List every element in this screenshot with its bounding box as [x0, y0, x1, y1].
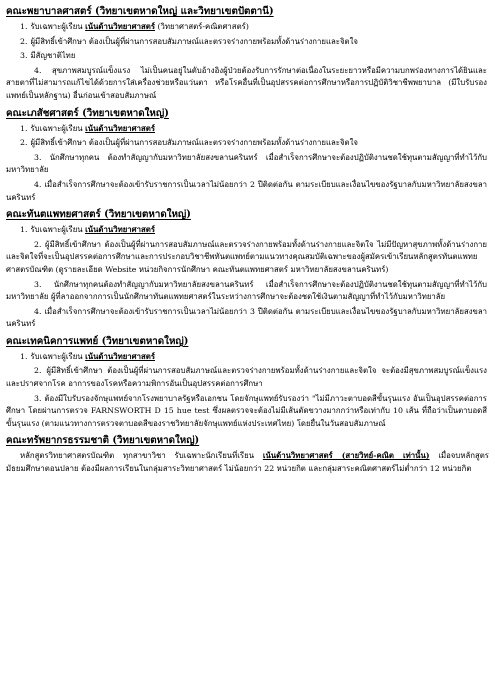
- list-item: 1. รับเฉพาะผู้เรียน เน้นด้านวิทยาศาสตร์: [20, 351, 156, 361]
- section-heading: คณะทันตแพทยศาสตร์ (วิทยาเขตหาดใหญ่): [6, 209, 191, 221]
- section-heading: คณะเภสัชศาสตร์ (วิทยาเขตหาดใหญ่): [6, 107, 169, 119]
- list-item: 2. ผู้มีสิทธิ์เข้าศึกษา ต้องเป็นผู้ที่ผ่านการสอบสัมภาษณ์และตรวจร่างกายพร้อมทั้งด้านร่างกายและจิตใจ: [20, 36, 358, 46]
- list-item: 3. นักศึกษาทุกคนต้องทำสัญญากับมหาวิทยาลัยสงขลานครินทร์ เมื่อสำเร็จการศึกษาจะต้องปฏิบัติงานชดใช้ทุนตามสัญญาที่ทำไว้กับมหาวิทยาลัย ผู้ที่ลาออกจากการเป็นนักศึกษาทันตแพทยศาสตร์ในระหว่างการศึกษาจะต้องชดใช้เงินตามสัญญาที่ทำไว้กับมหาวิทยาลัย: [6, 279, 488, 302]
- section-nursing: [6, 4, 489, 103]
- list-item: 2. ผู้มีสิทธิ์เข้าศึกษา ต้องเป็นผู้ที่ผ่านการสอบสัมภาษณ์และตรวจร่างกายพร้อมทั้งด้านร่างกายและจิตใจ จะต้องมีสุขภาพสมบูรณ์แข็งแรงและปราศจากโรค อาการของโรคหรือความพิการอันเป็นอุปสรรคต่อการศึกษา: [6, 366, 487, 389]
- paragraph: หลักสูตรวิทยาศาสตรบัณฑิต ทุกสาขาวิชา รับเฉพาะนักเรียนที่เรียน เน้นด้านวิทยาศาสตร์ (สายวิทย์-คณิต เท่านั้น) เมื่อจบหลักสูตรมัธยมศึกษาตอนปลาย ต้องมีผลการเรียนในกลุ่มสาระวิทยาศาสตร์ ไม่น้อยกว่า 22 หน่วยกิต และกลุ่มสาระคณิตศาสตร์ไม่ต่ำกว่า 12 หน่วยกิต: [6, 451, 489, 474]
- list-item: 1. รับเฉพาะผู้เรียน เน้นด้านวิทยาศาสตร์: [20, 123, 156, 133]
- section-heading: คณะทรัพยากรธรรมชาติ (วิทยาเขตหาดใหญ่): [6, 435, 200, 447]
- section-heading: คณะเทคนิคการแพทย์ (วิทยาเขตหาดใหญ่): [6, 335, 189, 347]
- list-item: 2. ผู้มีสิทธิ์เข้าศึกษา ต้องเป็นผู้ที่ผ่านการสอบสัมภาษณ์และตรวจร่างกายพร้อมทั้งด้านร่างกายและจิตใจ: [20, 138, 358, 148]
- list-item: 4. สุขภาพสมบูรณ์แข็งแรง ไม่เป็นคนอยู่ในตับอ้างอิงผู้ป่วยต้องรับการรักษาต่อเนื่องในระยะยาวหรือมีความบกพร่องทางการได้ยินและสายตาที่ไม่สามารถแก้ไขได้ด้วยการใส่เครื่องช่วยหรือแว่นตา หรือโรคอื่นที่เป็นอุปสรรคต่อการศึกษาหรือการปฏิบัติวิชาชีพพยาบาล (มีใบรับรองแพทย์เป็นหลักฐาน) อื่นก่อนเข้าสอบสัมภาษณ์: [6, 65, 487, 100]
- list-item: 3. มีสัญชาติไทย: [20, 51, 76, 61]
- section-heading: คณะพยาบาลศาสตร์ (วิทยาเขตหาดใหญ่ และวิทยาเขตปัตตานี): [6, 6, 274, 17]
- list-item: 3. นักศึกษาทุกคน ต้องทำสัญญากับมหาวิทยาลัยสงขลานครินทร์ เมื่อสำเร็จการศึกษาจะต้องปฏิบัติงานชดใช้ทุนตามสัญญาที่ทำไว้กับมหาวิทยาลัย: [6, 152, 487, 175]
- list-item: 4. เมื่อสำเร็จการศึกษาจะต้องเข้ารับราชการเป็นเวลาไม่น้อยกว่า 3 ปีติดต่อกัน ตามระเบียบและเงื่อนไขของรัฐบาลกับมหาวิทยาลัยสงขลานครินทร์: [6, 306, 487, 329]
- list-item: 1. รับเฉพาะผู้เรียน เน้นด้านวิทยาศาสตร์: [20, 225, 156, 235]
- list-item: 2. ผู้มีสิทธิ์เข้าศึกษา ต้องเป็นผู้ที่ผ่านการสอบสัมภาษณ์และตรวจร่างกายพร้อมทั้งด้านร่างกายและจิตใจ ไม่มีปัญหาสุขภาพทั้งด้านร่างกายและจิตใจที่จะเป็นอุปสรรคต่อการศึกษาและการประกอบวิชาชีพทันตแพทย์ตามแนวทางคุณสมบัติเฉพาะของผู้สมัครเข้าเรียนหลักสูตรทันตแพทยศาสตรบัณฑิต (ดูรายละเอียด Website หน่วยกิจการนักศึกษา คณะทันตแพทยศาสตร์ มหาวิทยาลัยสงขลานครินทร์): [6, 239, 487, 274]
- section-medical-technology: [6, 334, 489, 431]
- list-item: 4. เมื่อสำเร็จการศึกษาจะต้องเข้ารับราชการเป็นเวลาไม่น้อยกว่า 2 ปีติดต่อกัน ตามระเบียบและเงื่อนไขของรัฐบาลกับมหาวิทยาลัยสงขลานครินทร์: [6, 179, 487, 202]
- section-dentistry: [6, 207, 489, 331]
- list-item: 1. รับเฉพาะผู้เรียน เน้นด้านวิทยาศาสตร์ (วิทยาศาสตร์-คณิตศาสตร์): [20, 22, 249, 31]
- section-natural-resources: [6, 433, 489, 475]
- section-pharmacy: [6, 106, 489, 205]
- list-item: 3. ต้องมีใบรับรองจักษุแพทย์จากโรงพยาบาลรัฐหรือเอกชน โดยจักษุแพทย์รับรองว่า "ไม่มีภาวะตาบอดสีขั้นรุนแรง อันเป็นอุปสรรคต่อการศึกษา โดยผ่านการตรวจ FARNSWORTH D 15 hue test ซึ่งผลตรวจจะต้องไม่มีเส้นตัดขวางมากกว่าหรือเท่ากับ 10 เส้น ที่ถือว่าเป็นตาบอดสีขั้นรุนแรง (ตามแนวทางการตรวจตาบอดสีของราชวิทยาลัยจักษุแพทย์แห่งประเทศไทย) โดยยื่นในวันสอบสัมภาษณ์: [6, 393, 487, 428]
